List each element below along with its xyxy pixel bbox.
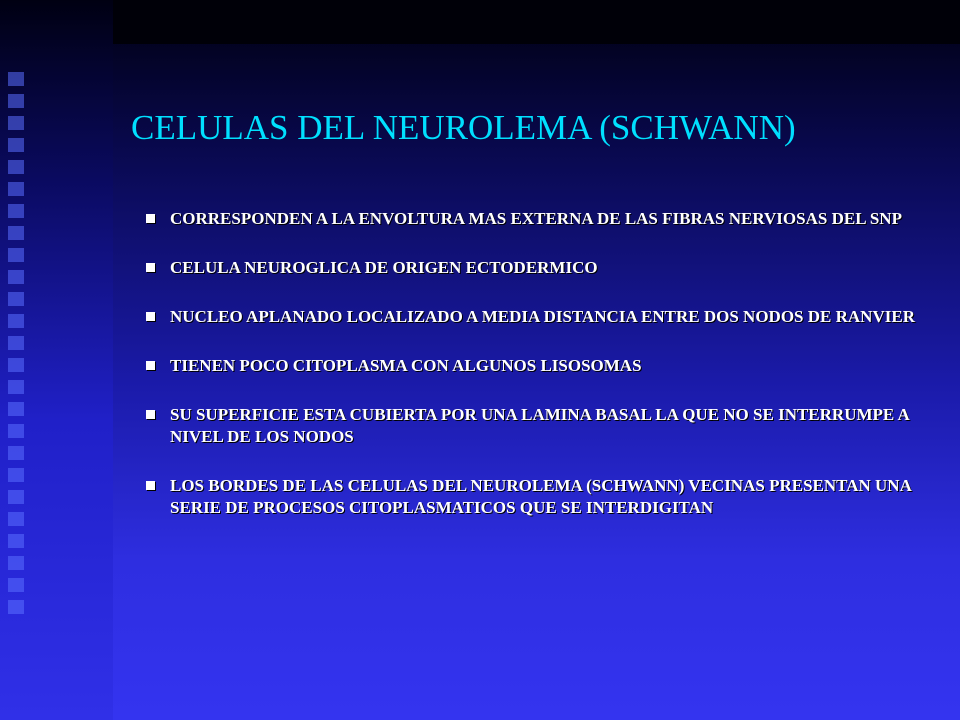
bullet-text: CELULA NEUROGLICA DE ORIGEN ECTODERMICO	[170, 258, 598, 277]
bullet-text: NUCLEO APLANADO LOCALIZADO A MEDIA DISTANCIA ENTRE DOS NODOS DE RANVIER	[170, 307, 915, 326]
bullet-item	[146, 208, 936, 230]
bullet-square-icon	[146, 214, 155, 223]
bullet-square-icon	[146, 263, 155, 272]
bullet-list	[146, 208, 936, 546]
bullet-item	[146, 306, 936, 328]
bullet-text: SU SUPERFICIE ESTA CUBIERTA POR UNA LAMINA BASAL LA QUE NO SE INTERRUMPE A NIVEL DE LOS NODOS	[170, 405, 909, 446]
bullet-text: LOS BORDES DE LAS CELULAS DEL NEUROLEMA (SCHWANN) VECINAS PRESENTAN UNA SERIE DE PROCESOS CITOPLASMATICOS QUE SE INTERDIGITAN	[170, 476, 911, 517]
slide-title: CELULAS DEL NEUROLEMA (SCHWANN)	[131, 108, 796, 147]
bullet-text: CORRESPONDEN A LA ENVOLTURA MAS EXTERNA DE LAS FIBRAS NERVIOSAS DEL SNP	[170, 209, 902, 228]
bullet-square-icon	[146, 481, 155, 490]
top-dark-band	[0, 0, 960, 44]
left-decorative-strip	[0, 0, 113, 720]
bullet-square-icon	[146, 410, 155, 419]
bullet-item	[146, 257, 936, 279]
bullet-square-icon	[146, 312, 155, 321]
bullet-square-icon	[146, 361, 155, 370]
bullet-text: TIENEN POCO CITOPLASMA CON ALGUNOS LISOSOMAS	[170, 356, 642, 375]
bullet-item	[146, 355, 936, 377]
decorative-squares	[8, 72, 24, 672]
bullet-item	[146, 404, 936, 448]
bullet-item	[146, 475, 936, 519]
